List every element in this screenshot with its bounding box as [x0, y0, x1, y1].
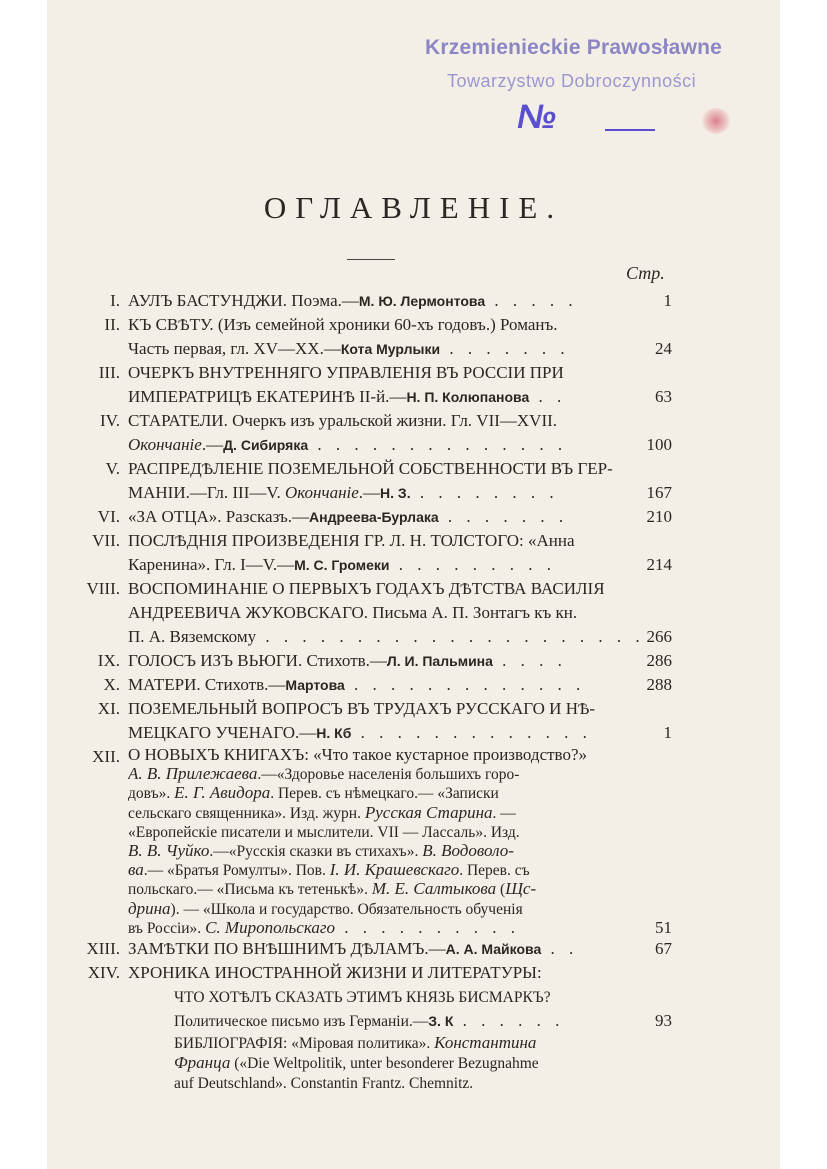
toc-leader-dots: . . [529, 387, 567, 406]
toc-entry-line [128, 985, 673, 1010]
toc-page-number: 100 [646, 435, 672, 454]
toc-text: І. И. Крашевскаго [329, 860, 460, 880]
toc-text: ХРОНИКА ИНОСТРАННОЙ ЖИЗНИ И ЛИТЕРАТУРЫ: [128, 963, 542, 982]
toc-text: дрина [128, 898, 171, 918]
toc-text: Е. Г. Авидора [174, 783, 271, 803]
toc-entry-line [128, 860, 673, 880]
toc-author: А. А. Майкова [445, 941, 542, 957]
toc-entry-line [128, 899, 673, 919]
toc-text: МЕЦКАГО УЧЕНАГО.— [128, 723, 317, 742]
toc-entry-number: IV. [100, 411, 120, 430]
toc-entry-line [128, 481, 673, 505]
toc-author: Кота Мурлыки [340, 341, 441, 357]
toc-entry-line [128, 697, 673, 721]
toc-text: . Перев. съ нѣмецкаго.— «Записки [270, 785, 499, 803]
toc-entry-number: XIII. [86, 939, 120, 958]
toc-page-number: 51 [655, 917, 672, 937]
toc-entry-number: I. [110, 291, 120, 310]
toc-text: .—«Здоровье населенія большихъ горо- [257, 766, 520, 784]
toc-entry-line [128, 1053, 673, 1074]
toc-entry-line [128, 289, 673, 313]
toc-text: ( [496, 881, 506, 899]
toc-text: М. Е. Салтыкова [371, 879, 497, 899]
toc-text: П. А. Вяземскому [128, 627, 257, 646]
toc-text: ЗАМѢТКИ ПО ВНѢШНИМЪ ДѢЛАМЪ.— [128, 939, 446, 958]
library-stamp [425, 26, 785, 146]
toc-author: Мартова [285, 677, 345, 693]
toc-entry-number: XIV. [87, 963, 120, 982]
toc-entry-line [128, 601, 673, 625]
toc-text: довъ». [128, 785, 175, 803]
toc-entry-line [128, 841, 673, 861]
toc-leader-dots: . . . . . . . . . . . . . [351, 723, 592, 742]
toc-page-number: 67 [655, 939, 672, 958]
toc-text: сельскаго священника». Изд. журн. [128, 804, 365, 822]
toc-entry-line [128, 879, 673, 899]
stamp-line-1: Krzemienieckie Prawosławne [425, 36, 723, 59]
toc-leader-dots: . . . . . [485, 291, 578, 310]
toc-entry-line [128, 745, 673, 764]
toc-text: ПОЗЕМЕЛЬНЫЙ ВОПРОСЪ ВЪ ТРУДАХЪ РУССКАГО И НѢ- [128, 699, 596, 718]
toc-leader-dots: . . . . . . . . . . [335, 917, 520, 937]
toc-page-number: 93 [655, 1011, 672, 1030]
toc-leader-dots: . . [541, 939, 579, 958]
stamp-number-sign: № [517, 98, 556, 136]
toc-author: Д. Сибиряка [223, 437, 309, 453]
toc-entry-line [128, 337, 673, 361]
toc-entry-line [128, 783, 673, 803]
toc-leader-dots: . . . . . . . . . . . . . [344, 675, 586, 694]
toc-text: . Перев. съ [459, 862, 530, 880]
toc-entry-line [128, 577, 673, 601]
toc-text: .— [358, 483, 381, 502]
toc-leader-dots: . . . . [492, 651, 567, 670]
toc-leader-dots: . . . . . . . . . . . . . . . . . . . . . [256, 627, 645, 646]
toc-text: Щс- [505, 879, 537, 899]
toc-author: Андреева-Бурлака [309, 509, 439, 525]
toc-text: «Европейскіе писатели и мыслители. VII — Лассаль». Изд. [128, 823, 520, 841]
toc-entry-line [128, 918, 673, 938]
toc-entry-line [128, 1009, 673, 1034]
toc-text: Русская Старина [364, 802, 493, 822]
toc-text: ОЧЕРКЪ ВНУТРЕННЯГО УПРАВЛЕНІЯ ВЪ РОССІИ ПРИ [128, 363, 564, 382]
toc-text: БИБЛІОГРАФІЯ: «Міровая политика». [174, 1035, 435, 1052]
toc-entry-line [128, 457, 673, 481]
toc-author: Л. И. Пальмина [386, 653, 493, 669]
toc-text: Окончаніе [284, 483, 359, 502]
toc-text: Политическое письмо изъ Германіи.— [174, 1013, 429, 1030]
toc-text: Каренина». Гл. I—V.— [128, 555, 295, 574]
toc-entry-line [128, 822, 673, 842]
toc-text: МАНІИ.—Гл. III—V. [128, 483, 285, 502]
toc-entry-number: VI. [97, 507, 120, 526]
toc-page-number: 266 [646, 627, 672, 646]
toc-leader-dots: . . . . . . [453, 1011, 565, 1030]
toc-entry-line [128, 529, 673, 553]
toc-entry-line [128, 764, 673, 784]
toc-text: («Die Weltpolitik, unter besonderer Bezugnahme [230, 1055, 539, 1072]
toc-leader-dots: . . . . . . . [440, 339, 570, 358]
toc-text: Константина [434, 1033, 537, 1052]
toc-entry-line [128, 721, 673, 745]
toc-entry-line [128, 505, 673, 529]
toc-text: «ЗА ОТЦА». Разсказъ.— [128, 507, 310, 526]
toc-entry-number: X. [103, 675, 120, 694]
toc-entry-line [128, 649, 673, 673]
toc-text: О НОВЫХЪ КНИГАХЪ: «Что такое кустарное производство?» [128, 745, 588, 764]
toc-page-number: 288 [646, 675, 672, 694]
stamp-underline [605, 129, 655, 131]
title-divider [347, 259, 395, 260]
toc-page-number: 210 [646, 507, 672, 526]
toc-entry-line [128, 1073, 673, 1094]
toc-text: польскаго.— «Письма къ тетенькѣ». [128, 881, 372, 899]
toc-text: МАТЕРИ. Стихотв.— [128, 675, 286, 694]
toc-entry-line [128, 673, 673, 697]
toc-text: ). — «Школа и государство. Обязательность обученія [170, 900, 523, 918]
toc-author: З. К [428, 1013, 454, 1029]
toc-text: ва [128, 860, 144, 880]
toc-text: auf Deutschland». Constantin Frantz. Chemnitz. [174, 1075, 474, 1092]
toc-text: ЧТО ХОТѢЛЪ СКАЗАТЬ ЭТИМЪ КНЯЗЬ БИСМАРКЪ? [174, 989, 551, 1006]
toc-text: ГОЛОСЪ ИЗЪ ВЬЮГИ. Стихотв.— [128, 651, 387, 670]
toc-entry-number: VII. [92, 531, 120, 550]
toc-page-number: 286 [646, 651, 672, 670]
toc-text: . — [492, 804, 516, 822]
toc-entry-line [128, 961, 673, 985]
toc-entry-line [128, 433, 673, 457]
stamp-line-2: Towarzystwo Dobroczynności [447, 71, 697, 91]
toc-text: .—«Русскія сказки въ стихахъ». [209, 843, 423, 860]
toc-text: РАСПРЕДѢЛЕНІЕ ПОЗЕМЕЛЬНОЙ СОБСТВЕННОСТИ ВЪ ГЕР- [128, 459, 613, 478]
toc-text: КЪ СВѢТУ. (Изъ семейной хроники 60-хъ годовъ.) Романъ. [128, 315, 558, 334]
toc-page-number: 1 [663, 723, 672, 742]
toc-text: ИМПЕРАТРИЦѢ ЕКАТЕРИНѢ II-й.— [128, 387, 407, 406]
toc-author: Н. П. Колюпанова [406, 389, 530, 405]
toc-page-number: 63 [655, 387, 672, 406]
toc-entry-number: III. [98, 363, 120, 382]
toc-text: .— «Братья Ромулты». Пов. [143, 862, 330, 880]
toc-page-number: 1 [663, 291, 672, 310]
toc-entry-line [128, 313, 673, 337]
toc-leader-dots: . . . . . . . . [410, 483, 559, 502]
toc-entry-number: VIII. [86, 579, 120, 598]
toc-text: Франца [174, 1053, 231, 1072]
toc-text: А. В. Прилежаева [128, 764, 258, 784]
toc-entry-number: V. [105, 459, 120, 478]
toc-entry-number: IX. [97, 651, 120, 670]
toc-text: АУЛЪ БАСТУНДЖИ. Поэма.— [128, 291, 359, 310]
toc-leader-dots: . . . . . . . . . [389, 555, 556, 574]
toc-entry-line [128, 553, 673, 577]
page-column-label: Стр. [626, 263, 665, 283]
toc-entry-line [128, 361, 673, 385]
toc-text: АНДРЕЕВИЧА ЖУКОВСКАГО. Письма А. П. Зонтагъ къ кн. [128, 603, 578, 622]
toc-text: С. Миропольскаго [205, 917, 335, 937]
toc-author: Н. З. [380, 485, 411, 501]
page-title: ОГЛАВЛЕНІЕ. [263, 190, 564, 225]
toc-entry-line [128, 385, 673, 409]
toc-text: В. Водоволо- [422, 841, 514, 860]
toc-text: Часть первая, гл. XV—XX.— [128, 339, 341, 358]
toc-leader-dots: . . . . . . . [438, 507, 569, 526]
toc-entry-number: II. [104, 315, 120, 334]
toc-text: ПОСЛѢДНІЯ ПРОИЗВЕДЕНІЯ ГР. Л. Н. ТОЛСТОГО: «Анна [128, 531, 575, 550]
toc-page-number: 24 [655, 339, 672, 358]
toc-text: .— [201, 435, 224, 454]
toc-leader-dots: . . . . . . . . . . . . . . [308, 435, 568, 454]
toc-page-number: 167 [646, 483, 672, 502]
toc-text: ВОСПОМИНАНІЕ О ПЕРВЫХЪ ГОДАХЪ ДѢТСТВА ВАСИЛІЯ [128, 579, 605, 598]
toc-text: В. В. Чуйко [128, 841, 210, 860]
toc-text: въ Россіи». [128, 919, 206, 937]
toc-author: М. Ю. Лермонтова [358, 293, 486, 309]
toc-author: Н. Кб [316, 725, 352, 741]
toc-entry-number: XII. [92, 747, 120, 766]
ink-blot [701, 108, 731, 134]
toc-text: СТАРАТЕЛИ. Очеркъ изъ уральской жизни. Гл. VII—XVII. [128, 411, 558, 430]
toc-text: Окончаніе [128, 435, 202, 454]
toc-entry-number: XI. [97, 699, 120, 718]
toc-page-number: 214 [646, 555, 672, 574]
toc-entry-line [128, 937, 673, 961]
toc-author: М. С. Громеки [294, 557, 390, 573]
toc-entry-line [128, 409, 673, 433]
toc-entry-line [128, 625, 673, 649]
toc-entry-line [128, 1033, 673, 1054]
toc-entry-line [128, 803, 673, 823]
